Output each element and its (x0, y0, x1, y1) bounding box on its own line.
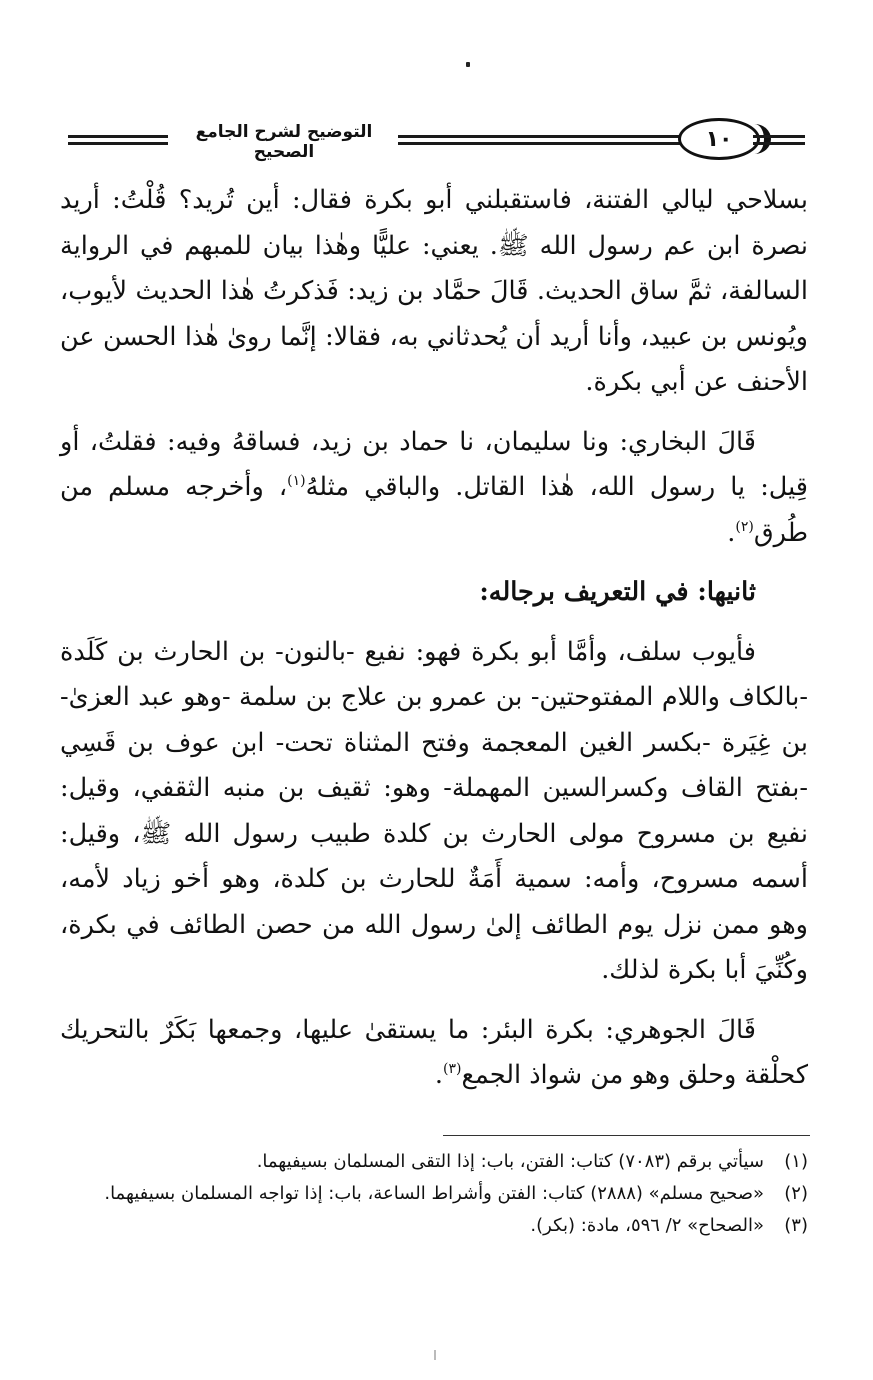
header-rule (68, 142, 168, 145)
paragraph (60, 420, 808, 557)
section-heading: ثانيها: في التعريف برجاله: (479, 577, 756, 607)
main-text (60, 178, 808, 1099)
footnote-text: «الصحاح» ٢/ ٥٩٦، مادة: (بكر). (530, 1215, 764, 1236)
footnote-number: (٣) (784, 1215, 808, 1236)
paragraph-text: . (727, 517, 736, 548)
footnote-ref[interactable]: (١) (287, 473, 306, 489)
footnote (60, 1210, 808, 1242)
paragraph: بسلاحي ليالي الفتنة، فاستقبلني أبو بكرة فقال: أين تُريد؟ قُلْتُ: أريد نصرة ابن عم رسول الله ﷺ. يعني: عليًّا وهٰذا بيان للمبهم في الرواية السالفة، ثمَّ ساق الحديث. قَالَ حمَّاد بن زيد: فَذكرتُ هٰذا الحديث لأيوب، ويُونس بن عبيد، وأنا أريد أن يُحدثاني به، فقالا: إنَّما روىٰ هٰذا الحسن عن الأحنف عن أبي بكرة. (60, 185, 808, 397)
page-number-frame (678, 118, 760, 160)
header-rule (753, 135, 805, 138)
footnote (60, 1178, 808, 1210)
ink-speck (466, 62, 470, 67)
header-title: التوضيح لشرح الجامع الصحيح (195, 122, 373, 162)
paragraph: فأيوب سلف، وأمَّا أبو بكرة فهو: نفيع -بالنون- بن الحارث بن كَلَدة -بالكاف واللام المفتوحتين- بن عمرو بن علاج بن سلمة -وهو عبد العزىٰ- بن غِيَرة -بكسر الغين المعجمة وفتح المثناة تحت- ابن عوف بن قَسِي -بفتح القاف وكسرالسين المهملة- وهو: ثقيف بن منبه الثقفي، وقيل: نفيع بن مسروح مولى الحارث بن كلدة طبيب رسول الله ﷺ، وقيل: أسمه مسروح، وأمه: سمية أَمَةٌ للحارث بن كلدة، وهو أخو زياد لأمه، وهو ممن نزل يوم الطائف إلىٰ رسول الله من حصن الطائف في بكرة، وكُنِّيَ أبا بكرة لذلك. (60, 636, 808, 985)
header-rule (753, 142, 805, 145)
footnotes (60, 1146, 808, 1242)
header-rule (398, 135, 688, 138)
running-header (58, 118, 805, 164)
footnote-separator (443, 1135, 810, 1136)
footnote-ref[interactable]: (٣) (442, 1061, 462, 1077)
paragraph-text: ، وأخرجه مسلم من طُرق (60, 472, 808, 548)
footnote-number: (٢) (784, 1183, 808, 1204)
footnote-text: سيأتي برقم (٧٠٨٣) كتاب: الفتن، باب: إذا التقى المسلمان بسيفيهما. (256, 1151, 764, 1172)
footnote (60, 1146, 808, 1178)
paragraph (60, 1008, 808, 1099)
header-rule (68, 135, 168, 138)
paragraph-text: قَالَ البخاري: ونا سليمان، نا حماد بن زيد، فساقهُ وفيه: فقلتُ، أو قِيل: يا رسول الله، هٰذا القاتل. والباقي مثلهُ (60, 426, 808, 502)
header-rule (398, 142, 688, 145)
paragraph-text: قَالَ الجوهري: بكرة البئر: ما يستقىٰ عليها، وجمعها بَكَرٌ بالتحريك كحلْقة وحلق وهو من شواذ الجمع (60, 1014, 808, 1090)
footnote-number: (١) (784, 1151, 808, 1172)
paragraph-text: . (434, 1060, 443, 1090)
page-number: ١٠ (705, 126, 733, 152)
footnote-text: «صحيح مسلم» (٢٨٨٨) كتاب: الفتن وأشراط الساعة، باب: إذا تواجه المسلمان بسيفيهما. (104, 1183, 764, 1204)
footnote-ref[interactable]: (٢) (735, 518, 754, 535)
scan-mark (434, 1350, 436, 1360)
